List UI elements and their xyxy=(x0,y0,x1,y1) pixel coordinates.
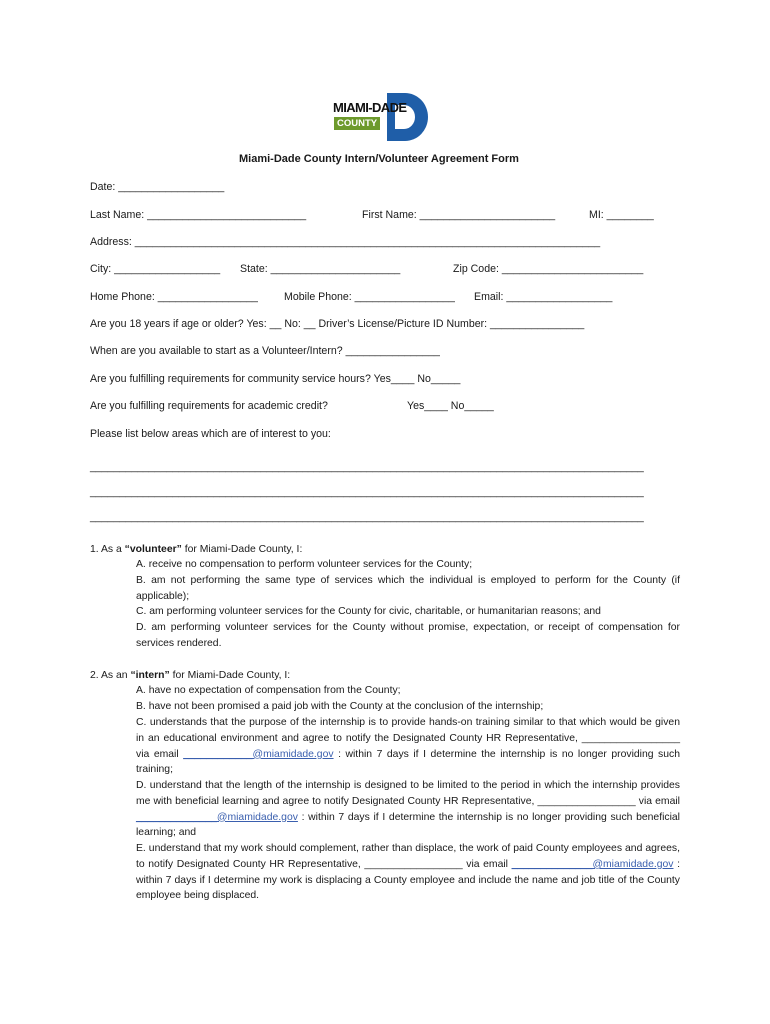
mi-field[interactable]: MI: ________ xyxy=(589,209,654,221)
zip-field[interactable]: Zip Code: ________________________ xyxy=(453,263,644,275)
interest-line-1[interactable]: ______________________________________________________________________________________________ xyxy=(90,461,644,473)
volunteer-clause-a: A. receive no compensation to perform volunteer services for the County; xyxy=(136,559,473,570)
intern-clause-c: C. understands that the purpose of the internship is to provide hands-on training similar to that which would be given in an educational environment and agree to notify the Designated County HR Representative, _________________ via email ____________@miamidade.gov : within 7 days if I determine the internship is no longer providing such training; xyxy=(136,717,680,776)
form-title: Miami-Dade County Intern/Volunteer Agreement Form xyxy=(239,153,519,165)
logo-text-top: MIAMI-DADE xyxy=(333,100,407,115)
date-field[interactable]: Date: __________________ xyxy=(90,181,225,193)
home-phone-field[interactable]: Home Phone: _________________ xyxy=(90,291,258,303)
intern-clause-b: B. have not been promised a paid job with the County at the conclusion of the internship; xyxy=(136,701,544,712)
mobile-phone-field[interactable]: Mobile Phone: _________________ xyxy=(284,291,455,303)
state-field[interactable]: State: ______________________ xyxy=(240,263,401,275)
first-name-field[interactable]: First Name: _______________________ xyxy=(362,209,556,221)
volunteer-heading: 1. As a “volunteer” for Miami-Dade County, I: xyxy=(90,544,303,555)
intern-clause-e: E. understand that my work should complement, rather than displace, the work of paid County employees and agrees, to notify Designated County HR Representative, _________________ via email ______________@miamidade.gov : within 7 days if I determine my work is displacing a County employee and include the name and job title of the County employee being displaced. xyxy=(136,843,680,902)
volunteer-clause-d: D. am performing volunteer services for the County without promise, expectation, or receipt of compensation for services rendered. xyxy=(136,622,680,649)
city-field[interactable]: City: __________________ xyxy=(90,263,221,275)
intern-email-link-e[interactable]: ______________@miamidade.gov xyxy=(511,858,674,870)
community-service-question[interactable]: Are you fulfilling requirements for community service hours? Yes____ No_____ xyxy=(90,373,461,385)
address-field[interactable]: Address: _______________________________________________________________________________ xyxy=(90,236,601,248)
age-question[interactable]: Are you 18 years if age or older? Yes: __ No: __ Driver’s License/Picture ID Number: ________________ xyxy=(90,318,585,330)
miami-dade-logo xyxy=(333,93,435,141)
academic-credit-answer[interactable]: Yes____ No_____ xyxy=(407,400,494,412)
intern-clause-d: D. understand that the length of the internship is designed to be limited to the period in which the internship provides me with beneficial learning and agree to notify Designated County HR Representative, _________________ via email ______________@miamidade.gov : within 7 days if I determine the internship is no longer providing such beneficial learning; and xyxy=(136,780,680,839)
volunteer-clause-c: C. am performing volunteer services for the County for civic, charitable, or humanitarian reasons; and xyxy=(136,606,601,617)
intern-email-link-c[interactable]: ____________@miamidade.gov xyxy=(183,748,334,760)
logo-text-county: COUNTY xyxy=(334,117,380,130)
interest-line-2[interactable]: ______________________________________________________________________________________________ xyxy=(90,486,644,498)
last-name-field[interactable]: Last Name: ___________________________ xyxy=(90,209,307,221)
academic-credit-question: Are you fulfilling requirements for academic credit? xyxy=(90,400,328,412)
intern-clause-a: A. have no expectation of compensation from the County; xyxy=(136,685,401,696)
availability-question[interactable]: When are you available to start as a Volunteer/Intern? ________________ xyxy=(90,345,440,357)
interest-prompt: Please list below areas which are of interest to you: xyxy=(90,428,331,440)
interest-line-3[interactable]: ______________________________________________________________________________________________ xyxy=(90,511,644,523)
intern-email-link-d[interactable]: ______________@miamidade.gov xyxy=(136,811,298,823)
volunteer-clause-b: B. am not performing the same type of services which the individual is employed to perform for the County (if applicable); xyxy=(136,575,680,602)
email-field[interactable]: Email: __________________ xyxy=(474,291,613,303)
intern-heading: 2. As an “intern” for Miami-Dade County, I: xyxy=(90,670,291,681)
